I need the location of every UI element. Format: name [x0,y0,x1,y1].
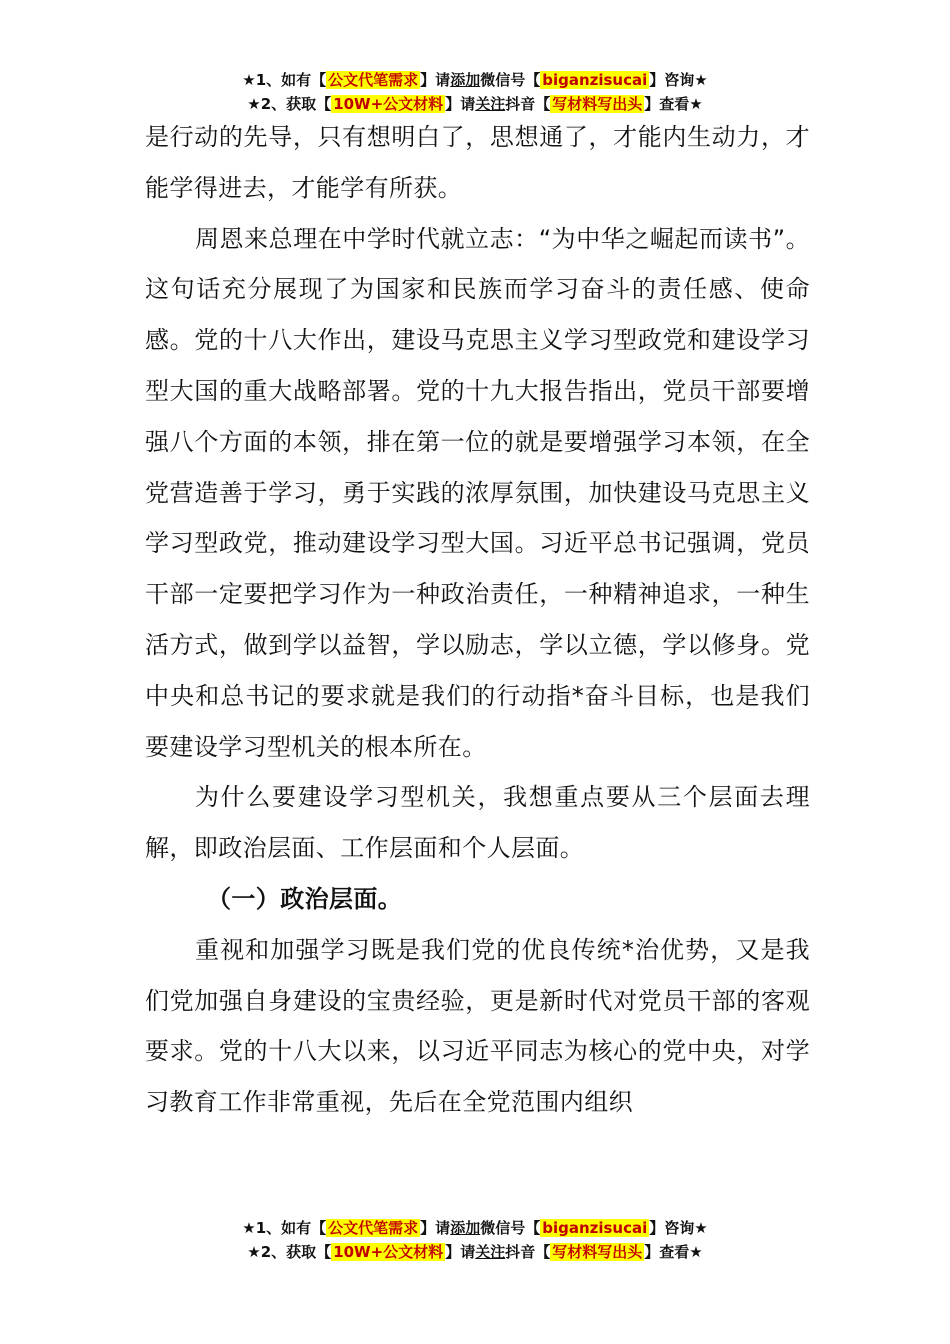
paragraph: 重视和加强学习既是我们党的优良传统*治优势，又是我们党加强自身建设的宝贵经验，更是新时代对党员干部的客观要求。党的十八大以来，以习近平同志为核心的党中央，对学习教育工作非常重视，先后在全党范围内组织 [145,935,810,1117]
banner-text: 】请 [420,1219,451,1237]
banner-text: 】咨询★ [649,1219,708,1237]
banner-highlight: biganzisucai [542,1219,648,1237]
banner-text: 】查看★ [644,1243,703,1261]
banner-highlight: biganzisucai [542,71,648,89]
banner-text: 微信号【 [480,71,541,89]
banner-line-2 [0,1240,950,1264]
banner-text: 】查看★ [644,95,703,113]
header-banner [0,68,950,116]
banner-highlight: 公文代笔需求 [328,71,419,89]
banner-text: 】请 [445,1243,476,1261]
banner-text: 】咨询★ [649,71,708,89]
banner-text: ★1、如有【 [242,1219,327,1237]
document-body [145,112,810,1128]
banner-text: ★1、如有【 [242,71,327,89]
paragraph: 是行动的先导，只有想明白了，思想通了，才能内生动力，才能学得进去，才能学有所获。 [145,123,810,202]
banner-highlight: 10W+公文材料 [333,95,444,113]
section-heading: （一）政治层面。 [207,884,403,913]
banner-text: 微信号【 [480,1219,541,1237]
banner-underlined-text: 关注 [475,1243,506,1261]
banner-text: 】请 [420,71,451,89]
paragraph: 周恩来总理在中学时代就立志：“为中华之崛起而读书”。这句话充分展现了为国家和民族而学习奋斗的责任感、使命感。党的十八大作出，建设马克思主义学习型政党和建设学习型大国的重大战略部署。党的十九大报告指出，党员干部要增强八个方面的本领，排在第一位的就是要增强学习本领，在全党营造善于学习，勇于实践的浓厚氛围，加快建设马克思主义学习型政党，推动建设学习型大国。习近平总书记强调，党员干部一定要把学习作为一种政治责任，一种精神追求，一种生活方式，做到学以益智，学以励志，学以立德，学以修身。党中央和总书记的要求就是我们的行动指*奋斗目标，也是我们要建设学习型机关的根本所在。 [145,224,810,761]
footer-banner [0,1216,950,1264]
banner-text: ★2、获取【 [247,95,332,113]
banner-text: 抖音【 [505,1243,551,1261]
banner-line-1 [0,68,950,92]
banner-highlight: 写材料写出头 [552,95,643,113]
banner-underlined-text: 添加 [450,71,481,89]
banner-highlight: 10W+公文材料 [333,1243,444,1261]
banner-underlined-text: 添加 [450,1219,481,1237]
banner-text: 】请 [445,95,476,113]
banner-highlight: 写材料写出头 [552,1243,643,1261]
banner-line-1 [0,1216,950,1240]
paragraph: 为什么要建设学习型机关，我想重点要从三个层面去理解，即政治层面、工作层面和个人层面。 [145,783,810,863]
banner-text: 抖音【 [505,95,551,113]
banner-text: ★2、获取【 [247,1243,332,1261]
banner-highlight: 公文代笔需求 [328,1219,419,1237]
banner-underlined-text: 关注 [475,95,506,113]
